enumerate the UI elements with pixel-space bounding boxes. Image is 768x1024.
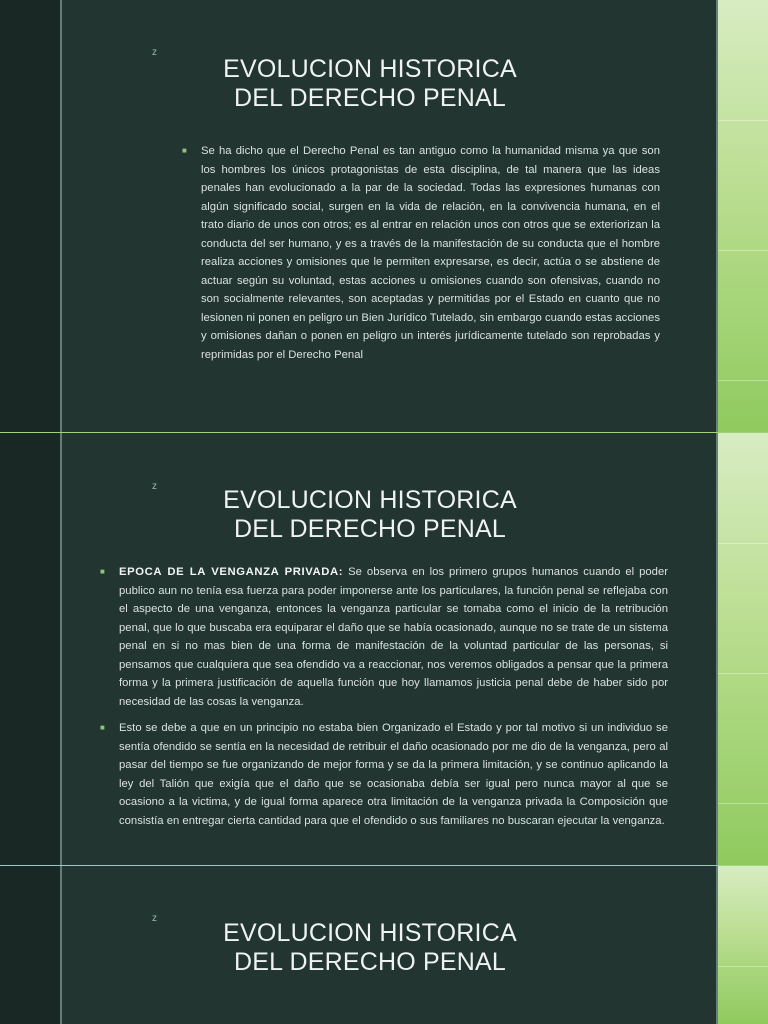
paragraph-text: Se observa en los primero grupos humanos cuando el poder publico aun no tenía esa fuerza para poder imponerse ante los particulares, la función penal se reflejaba con el aspecto de una venganza, entonces la venganza particular se tomaba como el inicio de la retribución penal, que lo que buscaba era equiparar el daño que se había ocasionado, aunque no se trate de un sistema penal en si no mas bien de una forma de manifestación de la voluntad particular de las personas, si pensamos que cualquiera que sea ofendido va a reaccionar, nos veremos obligados a pensar que la primera forma y la primera justificación de aquella función que hoy llamamos justicia penal debe de haber sido por necesidad de las cosas la venganza. <box>119 566 668 708</box>
right-decor-band <box>718 866 768 1024</box>
left-divider-line <box>60 866 62 1024</box>
slide-marker: z <box>152 481 157 492</box>
left-band <box>0 0 62 433</box>
left-divider-line <box>60 0 62 433</box>
left-band <box>0 866 62 1024</box>
slide-title: EVOLUCION HISTORICA DEL DERECHO PENAL <box>223 55 517 112</box>
section-heading: EPOCA DE LA VENGANZA PRIVADA: <box>119 566 344 578</box>
slide-2 <box>0 433 768 866</box>
right-decor-band <box>718 0 768 433</box>
slide-1 <box>0 0 768 433</box>
slide-3 <box>0 866 768 1024</box>
slide-body <box>100 563 668 830</box>
paragraph-text: Se ha dicho que el Derecho Penal es tan antiguo como la humanidad misma ya que son los hombres los únicos protagonistas de esta disciplina, de tal manera que las ideas penales han evolucionado a la par de la sociedad. Todas las expresiones humanas con algún significado social, surgen en la vida de relación, en la convivencia humana, en el trato diario de unos con otros; es al entrar en relación unos con otros que se exteriorizan la conducta del ser humano, y es a través de la manifestación de su conducta que el hombre realiza acciones y omisiones que le permiten expresarse, es decir, actúa o se abstiene de actuar según su voluntad, estas acciones u omisiones cuando son ofensivas, cuando no son socialmente relevantes, son aceptadas y permitidas por el Estado en cuanto que no lesionen ni ponen en peligro un Bien Jurídico Tutelado, sin embargo cuando estas acciones y omisiones dañan o ponen en peligro un interés jurídicamente tutelado son reprobadas y reprimidas por el Derecho Penal <box>201 145 660 361</box>
list-item <box>100 563 668 711</box>
square-bullet-icon: ■ <box>100 723 105 732</box>
list-item <box>182 142 660 364</box>
left-divider-line <box>60 433 62 866</box>
slide-marker: z <box>152 47 157 58</box>
slide-body <box>182 142 660 364</box>
slide-title: EVOLUCION HISTORICA DEL DERECHO PENAL <box>223 486 517 543</box>
square-bullet-icon: ■ <box>100 567 105 576</box>
list-item <box>100 719 668 830</box>
left-band <box>0 433 62 866</box>
slide-marker: z <box>152 913 157 924</box>
paragraph-text: Esto se debe a que en un principio no estaba bien Organizado el Estado y por tal motivo si un individuo se sentía ofendido se sentía en la necesidad de retribuir el daño ocasionado por me dio de la venganza, pero al pasar del tiempo se fue organizando de mejor forma y se da la primera limitación, y se continuo aplicando la ley del Talión que exigía que el daño que se ocasionaba debía ser igual pero nunca mayor al que se ocasiono a la victima, y de igual forma aparece otra limitación de la venganza privada la Composición que consistía en entregar cierta cantidad para que el ofendido o sus familiares no buscaran ejecutar la venganza. <box>119 722 668 827</box>
right-decor-band <box>718 433 768 866</box>
slide-title: EVOLUCION HISTORICA DEL DERECHO PENAL <box>223 919 517 976</box>
square-bullet-icon: ■ <box>182 146 187 155</box>
